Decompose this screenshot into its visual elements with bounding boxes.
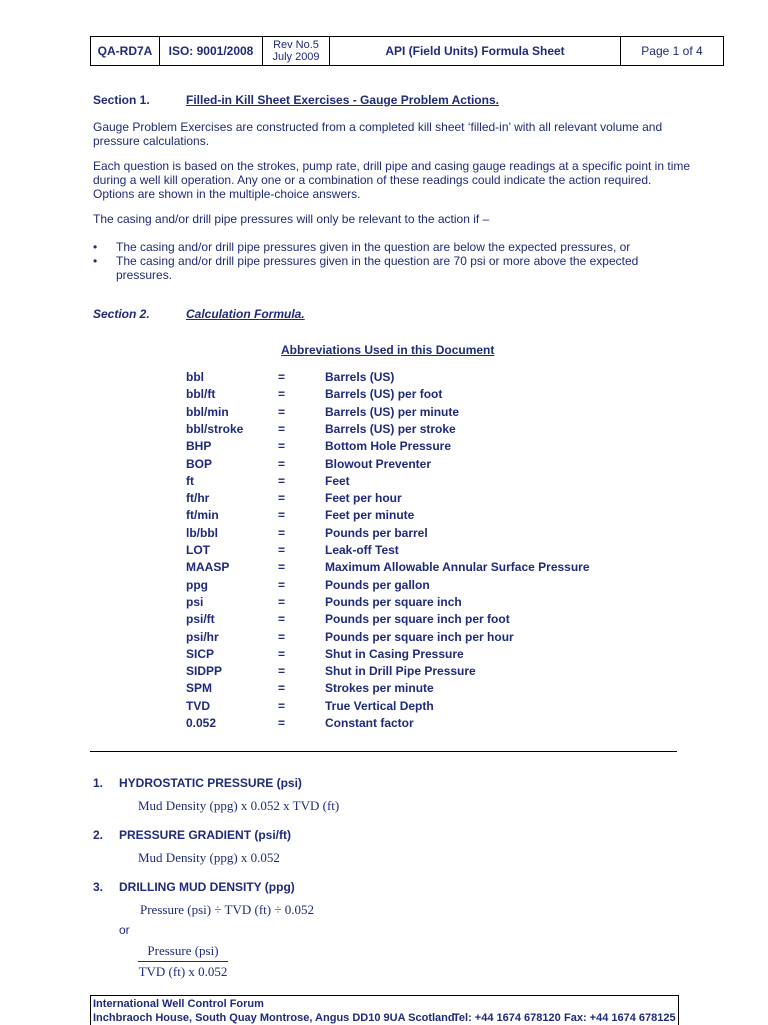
- equals-sign: =: [278, 577, 286, 592]
- divider-line: [90, 751, 677, 752]
- abbreviation-term: lb/bbl: [186, 525, 218, 540]
- equals-sign: =: [278, 525, 286, 540]
- equals-sign: =: [278, 543, 286, 557]
- abbreviation-row: [0, 543, 768, 560]
- abbreviation-meaning: Barrels (US) per minute: [325, 404, 460, 419]
- equals-sign: =: [278, 594, 286, 609]
- abbreviation-meaning: Bottom Hole Pressure: [325, 439, 452, 454]
- abbreviation-row: [0, 612, 768, 629]
- abbreviation-meaning: Pounds per barrel: [325, 525, 428, 540]
- formula-1-expression: Mud Density (ppg) x 0.052 x TVD (ft): [138, 798, 340, 813]
- rev-date: July 2009: [272, 51, 320, 63]
- abbreviation-term: BOP: [186, 456, 213, 471]
- footer-telephone: Tel: +44 1674 678120: [453, 1012, 561, 1024]
- equals-sign: =: [278, 439, 286, 454]
- equals-sign: =: [278, 370, 286, 384]
- abbreviation-row: [0, 664, 768, 681]
- equals-sign: =: [278, 698, 286, 713]
- footer-address: Inchbraoch House, South Quay Montrose, Angus DD10 9UA Scotland.: [93, 1012, 458, 1024]
- abbreviation-row: [0, 578, 768, 595]
- formula-title: PRESSURE GRADIENT (psi/ft): [119, 828, 292, 842]
- fraction-numerator: Pressure (psi): [147, 943, 219, 958]
- abbreviation-row: [0, 422, 768, 439]
- formula-number: 1.: [93, 776, 104, 790]
- abbreviation-term: BHP: [186, 439, 212, 454]
- abbreviation-meaning: Strokes per minute: [325, 681, 434, 696]
- abbreviation-term: psi: [186, 594, 204, 609]
- abbreviation-meaning: Feet: [325, 473, 350, 488]
- abbreviation-meaning: Pounds per gallon: [325, 577, 430, 592]
- equals-sign: =: [278, 646, 286, 661]
- section1-title: Filled-in Kill Sheet Exercises - Gauge Problem Actions.: [186, 93, 499, 107]
- abbreviation-term: bbl: [186, 370, 204, 384]
- abbreviation-meaning: Feet per minute: [325, 508, 415, 523]
- abbreviation-meaning: Pounds per square inch: [325, 594, 462, 609]
- abbreviation-row: [0, 508, 768, 525]
- equals-sign: =: [278, 508, 286, 523]
- abbreviation-meaning: Barrels (US) per stroke: [325, 421, 456, 436]
- section1-label: Section 1.: [93, 93, 150, 107]
- section1-paragraph-2: Each question is based on the strokes, pump rate, drill pipe and casing gauge readings at a specific point in time during a well kill operation. Any one or a combination of these readings could indicate the action required. Options are shown in the multiple-choice answers.: [93, 159, 691, 201]
- section1-paragraph-3: The casing and/or drill pipe pressures will only be relevant to the action if –: [93, 212, 490, 226]
- page-footer: [90, 995, 679, 1025]
- abbreviation-meaning: Shut in Casing Pressure: [325, 646, 464, 661]
- page-number-cell: Page 1 of 4: [641, 44, 703, 58]
- document-header-table: [90, 36, 724, 66]
- formula-2-expression: Mud Density (ppg) x 0.052: [138, 850, 280, 865]
- abbreviation-row: [0, 526, 768, 543]
- footer-org: International Well Control Forum: [93, 998, 264, 1010]
- bullet-text: The casing and/or drill pipe pressures given in the question are 70 psi or more above the expected pressures.: [116, 254, 639, 282]
- iso-cell: ISO: 9001/2008: [160, 37, 263, 65]
- abbreviation-row: [0, 439, 768, 456]
- abbreviation-row: [0, 595, 768, 612]
- abbreviation-term: psi/hr: [186, 629, 219, 644]
- abbreviation-term: SICP: [186, 646, 215, 661]
- equals-sign: =: [278, 456, 286, 471]
- equals-sign: =: [278, 421, 286, 436]
- abbreviation-meaning: Shut in Drill Pipe Pressure: [325, 664, 476, 679]
- abbreviations-title: Abbreviations Used in this Document: [281, 343, 495, 357]
- abbreviation-term: SIDPP: [186, 664, 223, 679]
- abbreviation-row: [0, 681, 768, 698]
- bullet-text: The casing and/or drill pipe pressures given in the question are below the expected pressures, or: [116, 240, 631, 254]
- doc-title-cell: API (Field Units) Formula Sheet: [330, 37, 621, 65]
- equals-sign: =: [278, 664, 286, 679]
- abbreviation-term: ft/hr: [186, 491, 210, 506]
- abbreviation-term: MAASP: [186, 560, 230, 575]
- abbreviation-row: [0, 474, 768, 491]
- abbreviation-term: bbl/ft: [186, 387, 216, 402]
- abbreviation-row: [0, 716, 768, 733]
- formula-title: HYDROSTATIC PRESSURE (psi): [119, 776, 302, 790]
- abbreviation-term: ft/min: [186, 508, 219, 523]
- revision-cell: [263, 37, 330, 65]
- abbreviation-term: ft: [186, 473, 194, 488]
- abbreviation-meaning: Barrels (US) per foot: [325, 387, 443, 402]
- bullet-marker: •: [93, 254, 98, 268]
- abbreviation-row: [0, 387, 768, 404]
- equals-sign: =: [278, 716, 286, 730]
- abbreviation-meaning: Constant factor: [325, 716, 414, 730]
- section1-paragraph-1: Gauge Problem Exercises are constructed from a completed kill sheet ‘filled-in’ with all relevant volume and pressure calculations.: [93, 120, 663, 148]
- section2-title: Calculation Formula.: [186, 307, 305, 321]
- abbreviation-term: ppg: [186, 577, 208, 592]
- abbreviation-row: [0, 457, 768, 474]
- formula-title: DRILLING MUD DENSITY (ppg): [119, 880, 295, 894]
- abbreviation-term: LOT: [186, 543, 210, 557]
- abbreviation-term: 0.052: [186, 716, 217, 730]
- abbreviation-row: [0, 630, 768, 647]
- abbreviation-term: bbl/min: [186, 404, 229, 419]
- formula-3-expression: Pressure (psi) ÷ TVD (ft) ÷ 0.052: [140, 902, 314, 917]
- abbreviation-row: [0, 491, 768, 508]
- abbreviation-row: [0, 405, 768, 422]
- equals-sign: =: [278, 681, 286, 696]
- section2-label: Section 2.: [93, 307, 150, 321]
- abbreviation-meaning: Pounds per square inch per hour: [325, 629, 514, 644]
- abbreviation-meaning: Leak-off Test: [325, 543, 399, 557]
- abbreviation-meaning: Blowout Preventer: [325, 456, 432, 471]
- equals-sign: =: [278, 629, 286, 644]
- equals-sign: =: [278, 491, 286, 506]
- equals-sign: =: [278, 387, 286, 402]
- formula-3-fraction: [138, 943, 228, 980]
- equals-sign: =: [278, 473, 286, 488]
- fraction-denominator: TVD (ft) x 0.052: [138, 964, 228, 979]
- formula-number: 2.: [93, 828, 104, 842]
- equals-sign: =: [278, 560, 286, 575]
- doc-code-cell: QA-RD7A: [91, 37, 160, 65]
- abbreviation-meaning: Barrels (US): [325, 370, 395, 384]
- abbreviation-meaning: Feet per hour: [325, 491, 402, 506]
- bullet-marker: •: [93, 240, 98, 254]
- footer-fax: Fax: +44 1674 678125: [564, 1012, 676, 1024]
- equals-sign: =: [278, 404, 286, 419]
- abbreviation-term: SPM: [186, 681, 213, 696]
- abbreviation-meaning: True Vertical Depth: [325, 698, 434, 713]
- abbreviation-term: psi/ft: [186, 612, 215, 627]
- equals-sign: =: [278, 612, 286, 627]
- formula-number: 3.: [93, 880, 104, 894]
- abbreviation-row: [0, 699, 768, 716]
- or-label: or: [119, 923, 130, 937]
- abbreviation-row: [0, 370, 768, 387]
- abbreviation-meaning: Maximum Allowable Annular Surface Pressure: [325, 560, 590, 575]
- abbreviation-row: [0, 560, 768, 577]
- abbreviation-term: bbl/stroke: [186, 421, 244, 436]
- rev-number: Rev No.5: [273, 39, 319, 51]
- abbreviation-term: TVD: [186, 698, 210, 713]
- abbreviation-row: [0, 647, 768, 664]
- abbreviation-meaning: Pounds per square inch per foot: [325, 612, 510, 627]
